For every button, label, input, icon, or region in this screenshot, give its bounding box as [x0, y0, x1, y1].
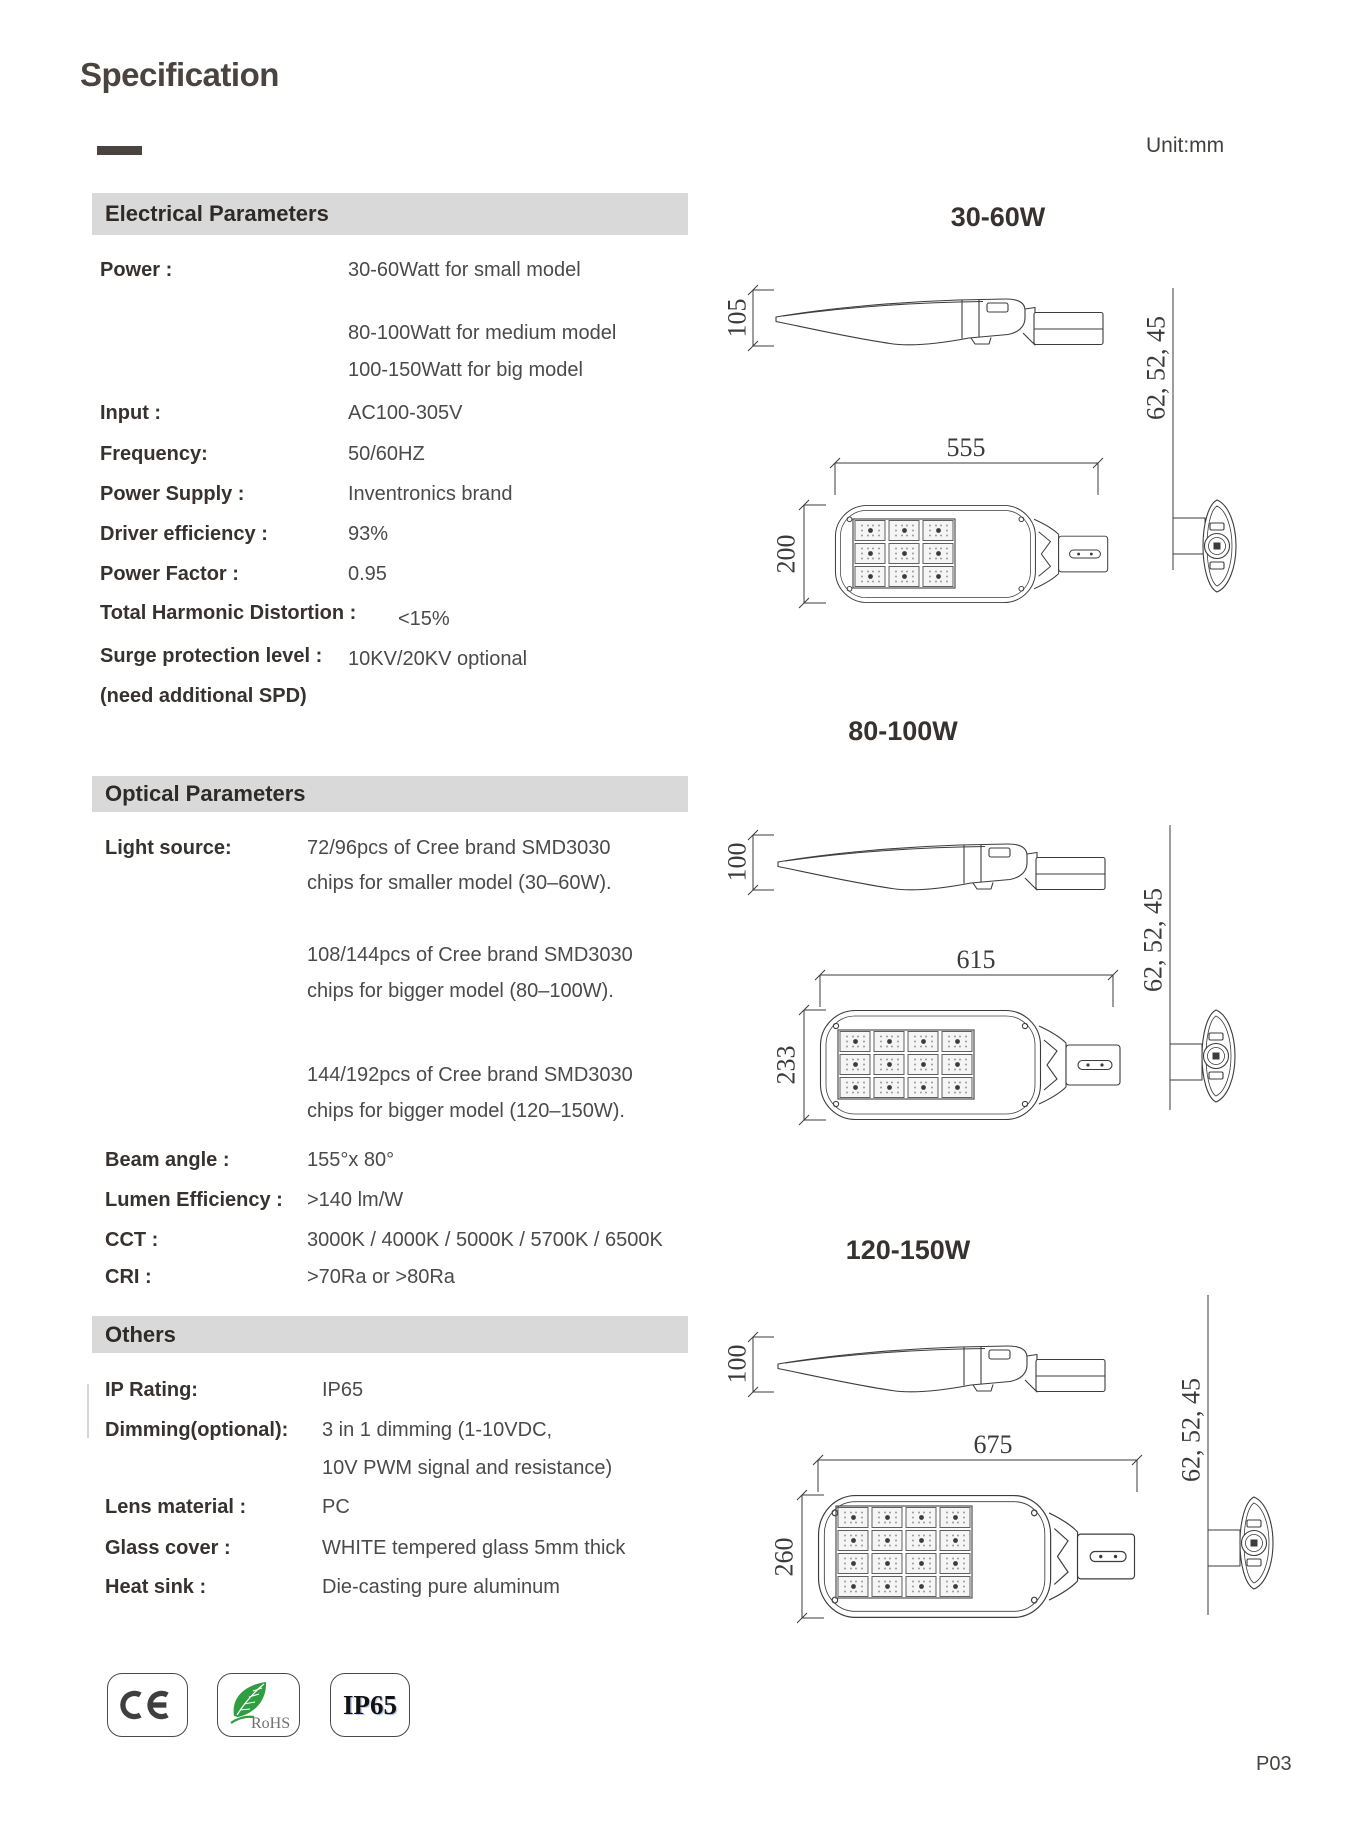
rohs-leaf-icon — [226, 1679, 292, 1731]
ce-mark-badge — [107, 1673, 188, 1737]
side-view-lamp — [778, 844, 1105, 890]
param-label: Light source: — [105, 837, 232, 859]
rohs-badge — [217, 1673, 300, 1737]
spec-row — [0, 1266, 720, 1294]
technical-drawing-120-150w — [720, 1290, 1340, 1630]
pole-socket — [1208, 1530, 1240, 1566]
param-value: 72/96pcs of Cree brand SMD3030 — [307, 837, 611, 859]
pole-socket — [1170, 1044, 1202, 1080]
pole-socket — [1173, 518, 1205, 554]
param-value: 30-60Watt for small model — [348, 259, 581, 281]
spec-row — [0, 359, 720, 387]
section-header-electrical: Electrical Parameters — [92, 193, 688, 235]
dim-top-depth: 200 — [771, 534, 801, 574]
param-value: 155°x 80° — [307, 1149, 395, 1171]
param-value: chips for smaller model (30–60W). — [307, 872, 612, 894]
dim-bracket-depth — [799, 500, 826, 608]
param-value: 93% — [348, 523, 389, 545]
param-value: PC — [322, 1496, 350, 1518]
param-label: Driver efficiency : — [100, 523, 268, 545]
param-label: CCT : — [105, 1229, 159, 1251]
spec-row — [0, 483, 720, 511]
param-value: 10V PWM signal and resistance) — [322, 1457, 613, 1479]
end-view-lamp — [1203, 500, 1236, 592]
spec-row — [0, 1496, 720, 1524]
param-label: Power Factor : — [100, 563, 239, 585]
param-label: Lumen Efficiency : — [105, 1189, 283, 1211]
page-number: P03 — [1256, 1753, 1292, 1775]
param-label: Input : — [100, 402, 162, 424]
dim-pole-sizes: 62, 52, 45 — [1141, 316, 1171, 420]
param-label: Heat sink : — [105, 1576, 207, 1598]
model-title-30-60w: 30-60W — [950, 202, 1046, 232]
spec-row — [0, 1576, 720, 1604]
dim-side-height: 105 — [722, 298, 752, 338]
led-array — [838, 1030, 974, 1099]
model-title-80-100w: 80-100W — [848, 716, 958, 746]
param-label: Total Harmonic Distortion : — [100, 602, 357, 624]
spec-row — [0, 980, 720, 1008]
spec-row — [0, 402, 720, 430]
spec-row — [0, 645, 720, 673]
param-value: Die-casting pure aluminum — [322, 1576, 560, 1598]
param-label: Lens material : — [105, 1496, 247, 1518]
end-view-lamp — [1240, 1497, 1273, 1589]
technical-drawing-30-60w — [720, 250, 1340, 610]
spec-row — [0, 1100, 720, 1128]
dim-width-line — [830, 458, 1103, 495]
param-value: 144/192pcs of Cree brand SMD3030 — [307, 1064, 633, 1086]
dim-bracket-height — [748, 830, 774, 895]
spec-row — [0, 1229, 720, 1257]
ip65-label: IP65 — [343, 1689, 397, 1720]
dim-bracket-height — [748, 285, 774, 351]
section-header-optical: Optical Parameters — [92, 776, 688, 812]
side-view-lamp — [776, 299, 1103, 345]
led-array — [836, 1506, 972, 1598]
spec-row — [0, 259, 720, 287]
param-value: 3000K / 4000K / 5000K / 5700K / 6500K — [307, 1229, 663, 1251]
param-label: Surge protection level : — [100, 645, 323, 667]
spec-row — [0, 563, 720, 591]
param-label: Glass cover : — [105, 1537, 231, 1559]
spec-row — [0, 1457, 720, 1485]
dim-width-line — [813, 1455, 1142, 1492]
technical-drawing-80-100w — [720, 800, 1340, 1130]
spec-row — [0, 872, 720, 900]
spec-row — [0, 602, 720, 630]
ce-icon — [119, 1687, 177, 1723]
param-value: chips for bigger model (80–100W). — [307, 980, 614, 1002]
title-underline — [97, 146, 142, 155]
dim-side-height: 100 — [722, 1344, 752, 1384]
dim-top-width: 675 — [973, 1430, 1013, 1459]
param-value: chips for bigger model (120–150W). — [307, 1100, 625, 1122]
spec-row — [0, 685, 720, 713]
param-value: 3 in 1 dimming (1-10VDC, — [322, 1419, 553, 1441]
param-value: >140 lm/W — [307, 1189, 404, 1211]
param-value: 10KV/20KV optional — [348, 648, 528, 670]
param-value: Inventronics brand — [348, 483, 513, 505]
param-label: CRI : — [105, 1266, 152, 1288]
param-value: WHITE tempered glass 5mm thick — [322, 1537, 626, 1559]
param-value: <15% — [398, 608, 450, 630]
spec-row — [0, 1537, 720, 1565]
side-view-lamp — [778, 1346, 1105, 1392]
param-label: IP Rating: — [105, 1379, 198, 1401]
spec-row — [0, 1379, 720, 1407]
dim-width-line — [815, 970, 1118, 1007]
param-value: 100-150Watt for big model — [348, 359, 583, 381]
spec-row — [0, 944, 720, 972]
ip65-badge — [330, 1673, 410, 1737]
param-label: Beam angle : — [105, 1149, 230, 1171]
dim-top-width: 615 — [956, 945, 996, 974]
dim-top-depth: 260 — [769, 1537, 799, 1577]
param-label: Power : — [100, 259, 173, 281]
model-title-120-150w: 120-150W — [845, 1235, 971, 1265]
param-value: 108/144pcs of Cree brand SMD3030 — [307, 944, 633, 966]
dim-top-depth: 233 — [771, 1045, 801, 1085]
param-value: AC100-305V — [348, 402, 463, 424]
param-value: IP65 — [322, 1379, 364, 1401]
param-label: Dimming(optional): — [105, 1419, 289, 1441]
end-view-lamp — [1202, 1010, 1235, 1102]
rohs-label: RoHS — [250, 1715, 290, 1731]
dim-pole-sizes: 62, 52, 45 — [1138, 888, 1168, 992]
unit-note: Unit:mm — [1146, 134, 1225, 157]
param-value: 50/60HZ — [348, 443, 425, 465]
param-value: >70Ra or >80Ra — [307, 1266, 455, 1288]
dim-bracket-height — [748, 1332, 774, 1397]
spec-row — [0, 1189, 720, 1217]
param-value: 80-100Watt for medium model — [348, 322, 617, 344]
spec-row — [0, 837, 720, 865]
left-edge-artifact — [87, 1384, 89, 1438]
section-header-others: Others — [92, 1316, 688, 1353]
spec-row — [0, 443, 720, 471]
spec-row — [0, 523, 720, 551]
page-title: Specification — [80, 56, 279, 93]
param-label: (need additional SPD) — [100, 685, 307, 707]
dim-pole-sizes: 62, 52, 45 — [1176, 1378, 1206, 1482]
dim-side-height: 100 — [722, 842, 752, 882]
spec-row — [0, 322, 720, 350]
dim-top-width: 555 — [946, 433, 986, 462]
param-label: Power Supply : — [100, 483, 245, 505]
param-label: Frequency: — [100, 443, 208, 465]
param-value: 0.95 — [348, 563, 387, 585]
led-array — [853, 519, 955, 588]
spec-row — [0, 1149, 720, 1177]
spec-row — [0, 1419, 720, 1447]
spec-row — [0, 1064, 720, 1092]
